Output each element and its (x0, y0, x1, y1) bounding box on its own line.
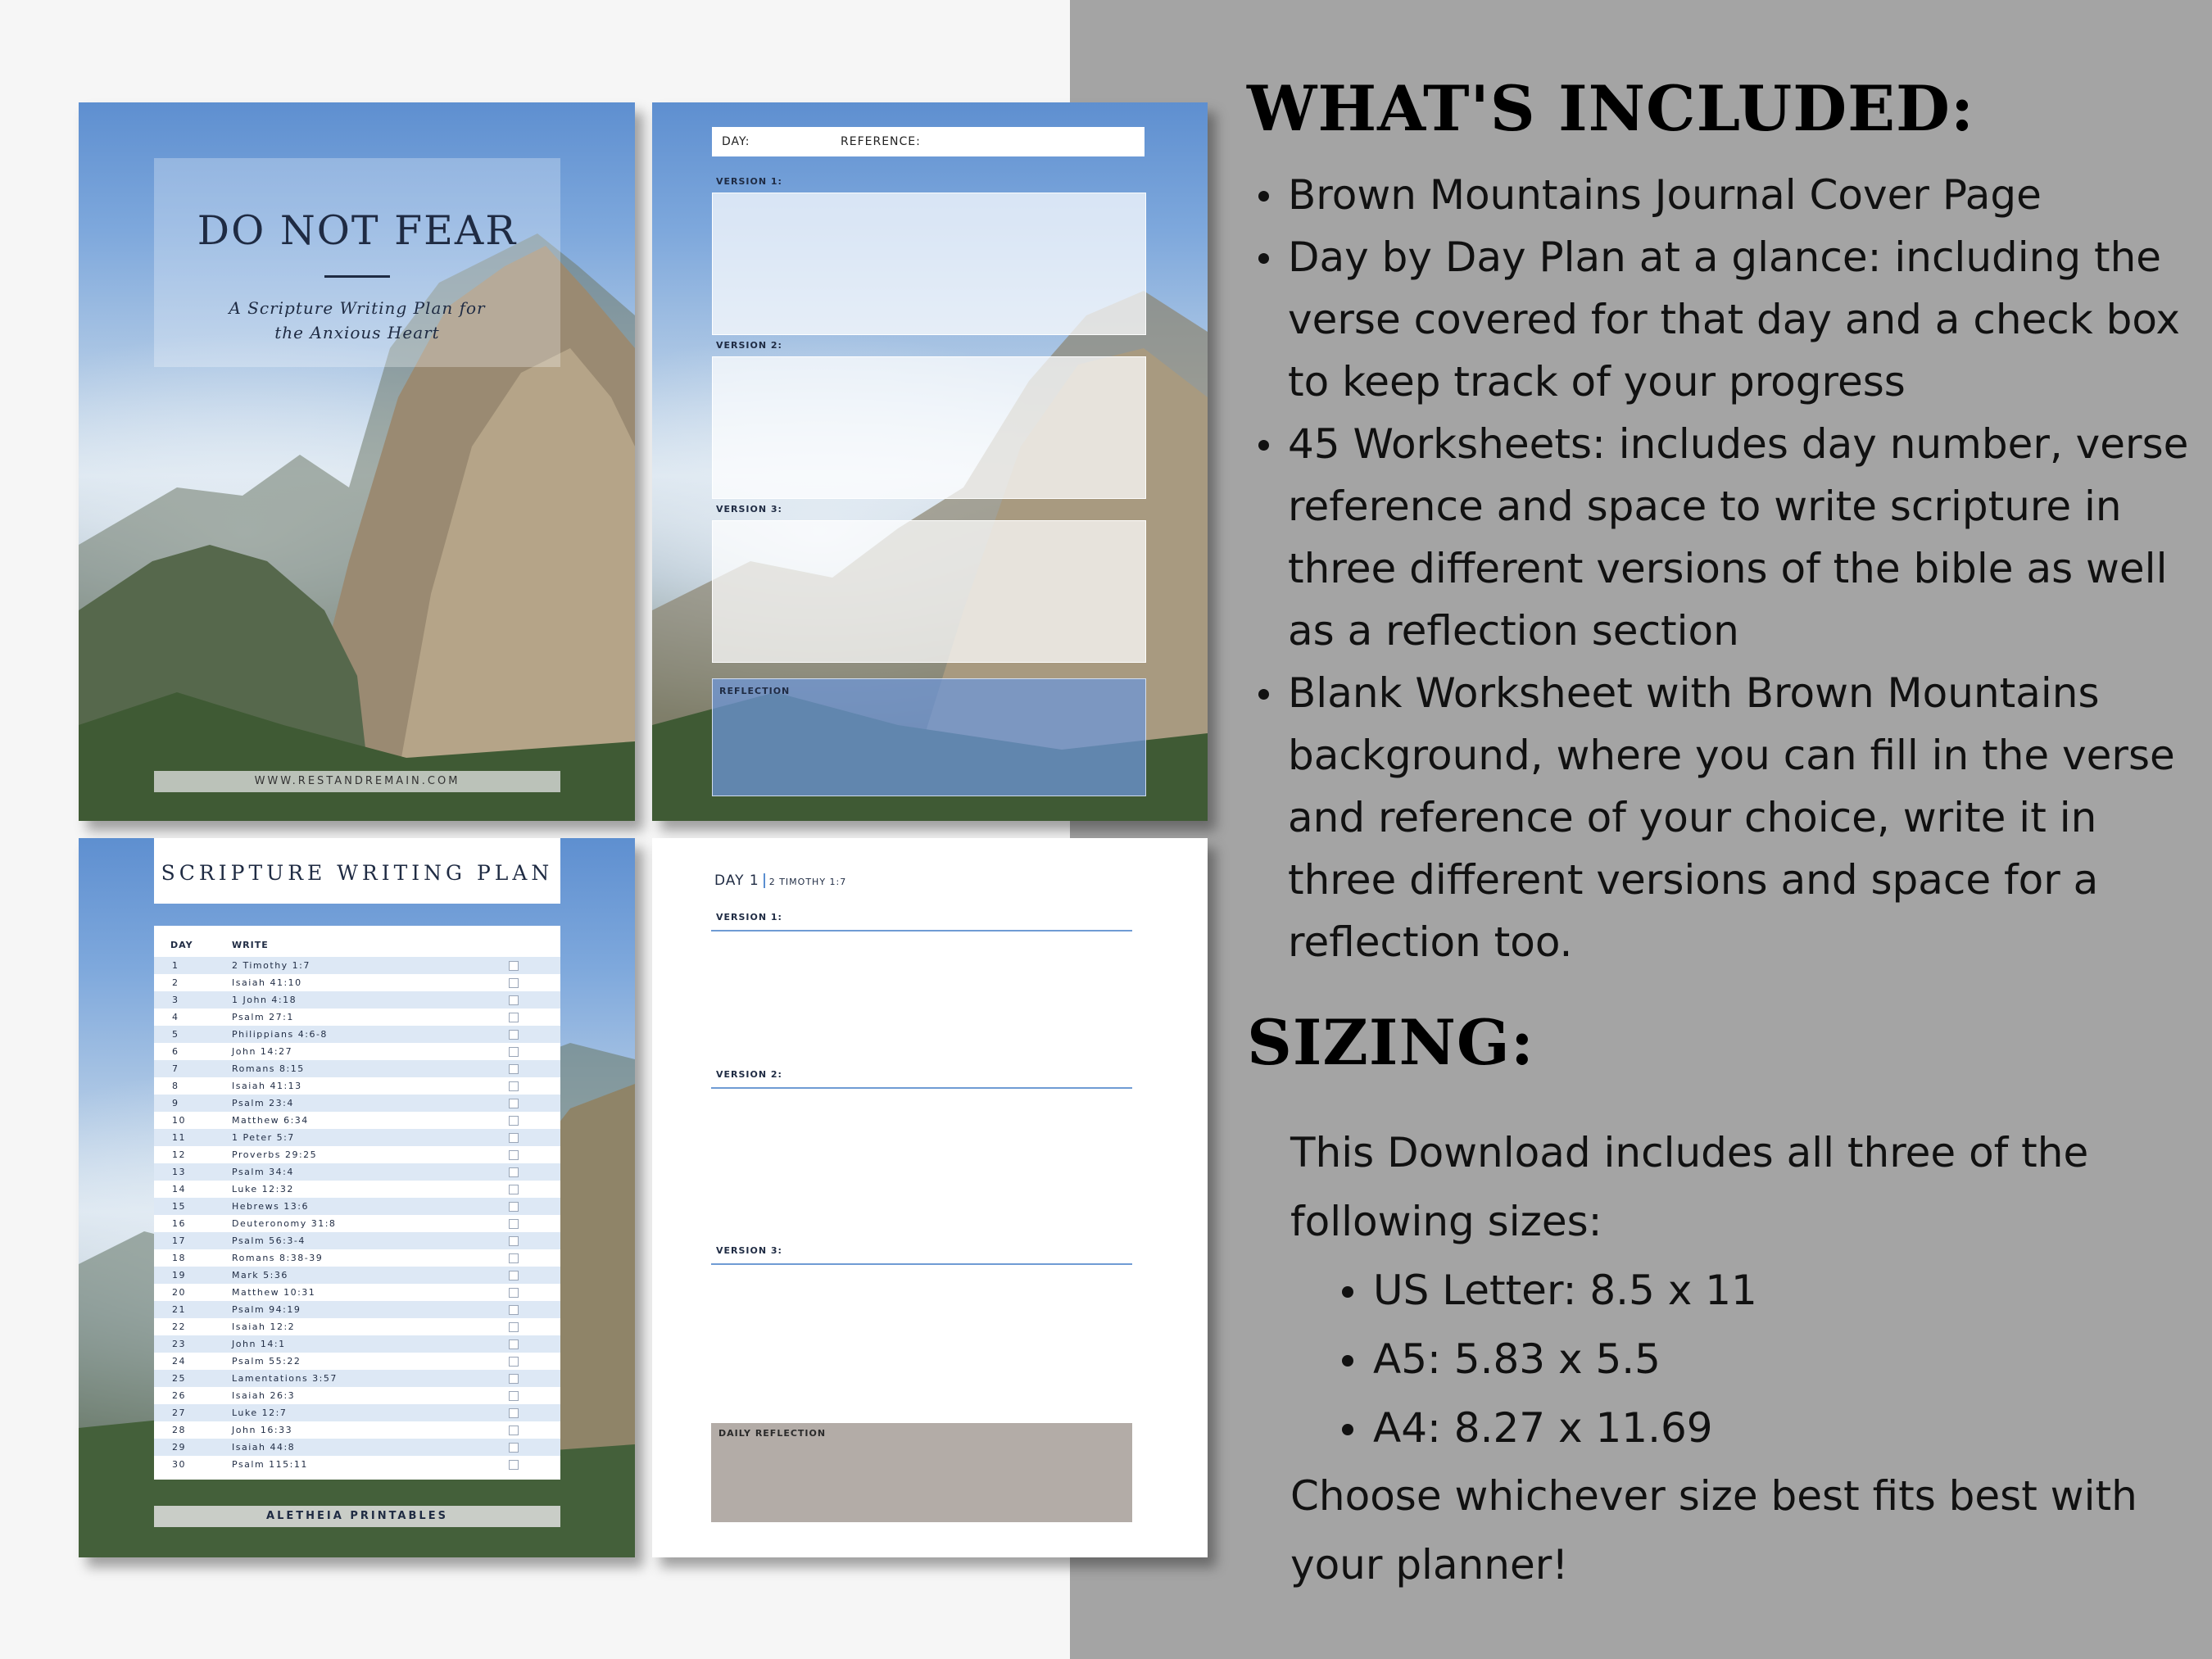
plan-row-day: 19 (172, 1270, 186, 1281)
plan-row-verse: John 16:33 (232, 1425, 293, 1435)
plan-row (154, 1439, 560, 1456)
plan-row (154, 1421, 560, 1439)
plan-col-write: WRITE (232, 940, 269, 950)
plan-row-verse: Luke 12:32 (232, 1184, 294, 1194)
plan-row-day: 25 (172, 1373, 186, 1384)
plan-row-day: 18 (172, 1253, 186, 1263)
template-version3-label: VERSION 3: (716, 504, 782, 514)
plan-row (154, 974, 560, 991)
plan-row-checkbox[interactable] (509, 1030, 519, 1040)
template-reflection-label: REFLECTION (719, 686, 791, 696)
cover-title: DO NOT FEAR (197, 207, 518, 254)
plan-rows (154, 957, 560, 1473)
plan-row-day: 29 (172, 1442, 186, 1453)
plan-row-verse: John 14:27 (232, 1046, 293, 1057)
plan-row-checkbox[interactable] (509, 1288, 519, 1298)
plan-row (154, 1112, 560, 1129)
template-version2-box (712, 356, 1146, 499)
plan-row (154, 1335, 560, 1353)
plan-row-day: 16 (172, 1218, 186, 1229)
day1-reflection-label: DAILY REFLECTION (718, 1428, 827, 1439)
plan-row-checkbox[interactable] (509, 1426, 519, 1435)
plan-row-checkbox[interactable] (509, 1374, 519, 1384)
plan-row-checkbox[interactable] (509, 1408, 519, 1418)
included-item: 45 Worksheets: includes day number, verse reference and space to write scripture in three different versions of the bible as well as a reflection section (1288, 413, 2189, 662)
plan-row-checkbox[interactable] (509, 1150, 519, 1160)
template-version3-box (712, 520, 1146, 663)
plan-footer: ALETHEIA PRINTABLES (154, 1506, 560, 1527)
plan-row-verse: John 14:1 (232, 1339, 286, 1349)
cover-subtitle-line1: A Scripture Writing Plan for (229, 298, 486, 318)
plan-row-checkbox[interactable] (509, 1253, 519, 1263)
plan-row-day: 28 (172, 1425, 186, 1435)
plan-row-checkbox[interactable] (509, 1202, 519, 1212)
day1-worksheet-preview (652, 838, 1208, 1557)
included-list (1288, 164, 2189, 973)
plan-row (154, 1215, 560, 1232)
template-version2-label: VERSION 2: (716, 340, 782, 351)
cover-website: WWW.RESTANDREMAIN.COM (154, 771, 560, 792)
size-item: A4: 8.27 x 11.69 (1373, 1394, 1757, 1462)
plan-row (154, 1232, 560, 1249)
plan-row-verse: Psalm 55:22 (232, 1356, 301, 1367)
plan-row-verse: Psalm 34:4 (232, 1167, 294, 1177)
plan-row (154, 957, 560, 974)
plan-row-day: 10 (172, 1115, 186, 1126)
plan-row-day: 1 (172, 960, 179, 971)
plan-row-checkbox[interactable] (509, 1357, 519, 1367)
plan-title: SCRIPTURE WRITING PLAN (154, 838, 560, 904)
sizing-closing: Choose whichever size best fits best with your planner! (1290, 1472, 2137, 1589)
plan-row (154, 1009, 560, 1026)
day1-version3-label: VERSION 3: (716, 1245, 782, 1256)
plan-row-checkbox[interactable] (509, 1167, 519, 1177)
plan-row-checkbox[interactable] (509, 1185, 519, 1194)
plan-row-checkbox[interactable] (509, 1047, 519, 1057)
plan-row-checkbox[interactable] (509, 1443, 519, 1453)
plan-row-verse: Deuteronomy 31:8 (232, 1218, 337, 1229)
plan-table (154, 926, 560, 1480)
plan-row (154, 1181, 560, 1198)
day1-version2-label: VERSION 2: (716, 1069, 782, 1080)
plan-row-day: 24 (172, 1356, 186, 1367)
plan-row (154, 1129, 560, 1146)
size-list (1373, 1256, 1757, 1462)
plan-row-verse: Psalm 94:19 (232, 1304, 301, 1315)
sizing-intro: This Download includes all three of the following sizes: (1290, 1129, 2089, 1245)
plan-row (154, 1301, 560, 1318)
plan-row-verse: 1 John 4:18 (232, 995, 297, 1005)
day1-separator (764, 873, 765, 888)
sizing-heading: SIZING: (1247, 1006, 1534, 1079)
plan-row-verse: Psalm 56:3-4 (232, 1235, 306, 1246)
plan-row-verse: Luke 12:7 (232, 1407, 288, 1418)
plan-row-verse: Matthew 6:34 (232, 1115, 309, 1126)
plan-row (154, 1267, 560, 1284)
plan-row-verse: Psalm 23:4 (232, 1098, 294, 1108)
plan-row-checkbox[interactable] (509, 1081, 519, 1091)
plan-row (154, 1163, 560, 1181)
plan-row (154, 1077, 560, 1095)
plan-row-verse: Isaiah 12:2 (232, 1321, 296, 1332)
plan-row (154, 1249, 560, 1267)
plan-row-day: 15 (172, 1201, 186, 1212)
plan-row-checkbox[interactable] (509, 1064, 519, 1074)
plan-row-day: 27 (172, 1407, 186, 1418)
cover-page-preview (79, 102, 635, 821)
plan-row-checkbox[interactable] (509, 1116, 519, 1126)
plan-row-day: 4 (172, 1012, 179, 1022)
plan-row-day: 26 (172, 1390, 186, 1401)
plan-row-day: 22 (172, 1321, 186, 1332)
plan-row-checkbox[interactable] (509, 1219, 519, 1229)
template-header-bar (712, 127, 1145, 156)
plan-row-verse: Psalm 115:11 (232, 1459, 308, 1470)
plan-row-checkbox[interactable] (509, 1460, 519, 1470)
plan-row (154, 1146, 560, 1163)
plan-row-day: 13 (172, 1167, 186, 1177)
day1-day: DAY 1 (714, 873, 759, 889)
cover-subtitle-line2: the Anxious Heart (274, 323, 440, 342)
plan-row-checkbox[interactable] (509, 1133, 519, 1143)
plan-row-verse: Matthew 10:31 (232, 1287, 316, 1298)
plan-row-day: 2 (172, 977, 179, 988)
plan-row-checkbox[interactable] (509, 961, 519, 971)
plan-row (154, 1284, 560, 1301)
plan-row (154, 1404, 560, 1421)
day1-version1-label: VERSION 1: (716, 912, 782, 922)
plan-row (154, 1043, 560, 1060)
day1-version2-rule (711, 1087, 1132, 1089)
plan-row-day: 21 (172, 1304, 186, 1315)
plan-row-day: 6 (172, 1046, 179, 1057)
plan-row-checkbox[interactable] (509, 1236, 519, 1246)
plan-row-verse: 1 Peter 5:7 (232, 1132, 295, 1143)
plan-row-verse: Isaiah 26:3 (232, 1390, 296, 1401)
plan-row-verse: 2 Timothy 1:7 (232, 960, 310, 971)
plan-row (154, 1318, 560, 1335)
template-reflection-box (712, 678, 1146, 796)
plan-row-verse: Isaiah 44:8 (232, 1442, 296, 1453)
day1-reference: 2 TIMOTHY 1:7 (768, 877, 847, 887)
included-item: Day by Day Plan at a glance: including the verse covered for that day and a check box to keep track of your progress (1288, 226, 2189, 413)
plan-row-checkbox[interactable] (509, 1099, 519, 1108)
plan-row-checkbox[interactable] (509, 1013, 519, 1022)
plan-row (154, 1198, 560, 1215)
plan-row (154, 1060, 560, 1077)
plan-row (154, 1095, 560, 1112)
size-item: A5: 5.83 x 5.5 (1373, 1325, 1757, 1394)
plan-row (154, 1026, 560, 1043)
plan-row-checkbox[interactable] (509, 1322, 519, 1332)
plan-row-verse: Isaiah 41:10 (232, 977, 302, 988)
plan-row-verse: Psalm 27:1 (232, 1012, 294, 1022)
day1-version1-rule (711, 930, 1132, 931)
plan-row-checkbox[interactable] (509, 978, 519, 988)
template-version1-box (712, 193, 1146, 335)
cover-divider (324, 275, 390, 278)
template-version1-label: VERSION 1: (716, 176, 782, 187)
plan-row-verse: Romans 8:38-39 (232, 1253, 324, 1263)
plan-row-verse: Mark 5:36 (232, 1270, 288, 1281)
included-item: Brown Mountains Journal Cover Page (1288, 164, 2189, 226)
plan-row-verse: Isaiah 41:13 (232, 1081, 302, 1091)
template-worksheet-preview (652, 102, 1208, 821)
plan-row-day: 9 (172, 1098, 179, 1108)
plan-row-checkbox[interactable] (509, 995, 519, 1005)
plan-row (154, 1353, 560, 1370)
plan-row-day: 11 (172, 1132, 186, 1143)
day1-header (714, 873, 846, 889)
day1-reflection-box (711, 1423, 1132, 1522)
plan-row (154, 1456, 560, 1473)
plan-row-verse: Hebrews 13:6 (232, 1201, 309, 1212)
plan-row-day: 20 (172, 1287, 186, 1298)
day1-version3-rule (711, 1263, 1132, 1265)
plan-row-verse: Romans 8:15 (232, 1063, 305, 1074)
plan-row-day: 23 (172, 1339, 186, 1349)
plan-row (154, 1387, 560, 1404)
plan-row-day: 12 (172, 1149, 186, 1160)
scripture-plan-preview (79, 838, 635, 1557)
plan-row-day: 5 (172, 1029, 179, 1040)
plan-row-checkbox[interactable] (509, 1391, 519, 1401)
plan-col-day: DAY (170, 940, 193, 950)
plan-row-day: 7 (172, 1063, 179, 1074)
included-item: Blank Worksheet with Brown Mountains background, where you can fill in the verse and reference of your choice, write it in three different versions and space for a reflection too. (1288, 662, 2189, 973)
plan-row-day: 8 (172, 1081, 179, 1091)
plan-row-checkbox[interactable] (509, 1339, 519, 1349)
plan-row-verse: Philippians 4:6-8 (232, 1029, 328, 1040)
plan-row-day: 30 (172, 1459, 186, 1470)
plan-row-day: 3 (172, 995, 179, 1005)
template-reference-label: REFERENCE: (841, 135, 921, 148)
size-item: US Letter: 8.5 x 11 (1373, 1256, 1757, 1325)
plan-row-verse: Lamentations 3:57 (232, 1373, 338, 1384)
plan-row-verse: Proverbs 29:25 (232, 1149, 318, 1160)
plan-row-day: 17 (172, 1235, 186, 1246)
included-heading: WHAT'S INCLUDED: (1247, 72, 1974, 145)
cover-title-panel (154, 158, 560, 367)
template-day-label: DAY: (722, 135, 750, 148)
plan-row (154, 991, 560, 1009)
plan-row (154, 1370, 560, 1387)
plan-row-checkbox[interactable] (509, 1305, 519, 1315)
plan-row-checkbox[interactable] (509, 1271, 519, 1281)
plan-row-day: 14 (172, 1184, 186, 1194)
